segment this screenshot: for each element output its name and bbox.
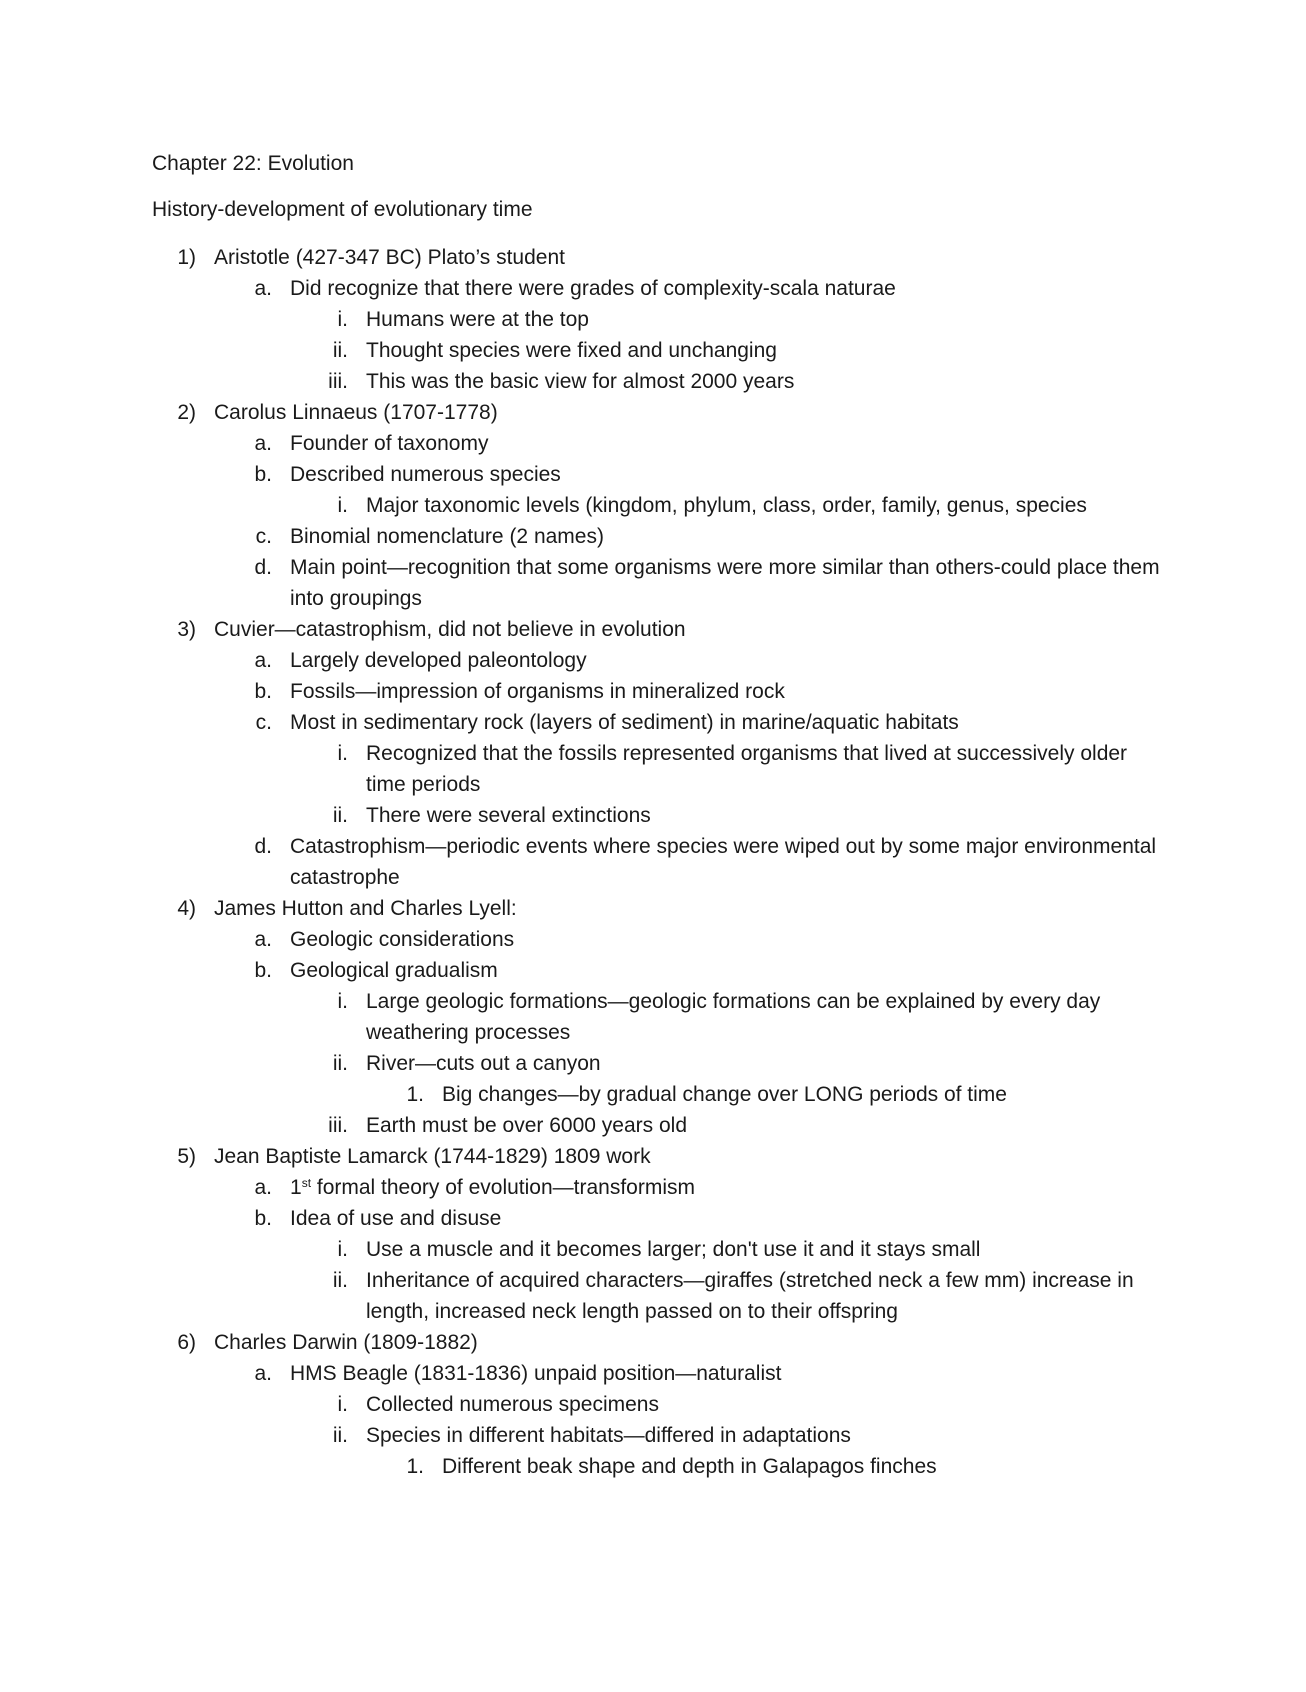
outline-item-marker: c. [255,711,272,734]
outline-item-main-text: This was the basic view for almost 2000 years [366,370,795,393]
outline-item-marker: ii. [332,804,348,827]
outline-item-marker: i. [337,1393,348,1416]
outline-item [228,459,1162,490]
outline-item [304,1389,1162,1420]
outline-item-marker: ii. [332,339,348,362]
outline-item [304,800,1162,831]
outline-item [304,1048,1162,1079]
outline-item-text [290,676,1162,707]
outline-item-text [290,428,1162,459]
outline-item [152,614,1162,645]
outline-item-main-text: Described numerous species [290,463,561,486]
outline-item-main-text: Aristotle (427-347 BC) Plato’s student [214,246,565,269]
outline-item [228,1203,1162,1234]
outline-item-marker: 3) [177,618,196,641]
outline-item-text [366,1265,1162,1327]
outline-item-text [214,397,1162,428]
outline-item-text [366,1389,1162,1420]
outline-item-text [366,304,1162,335]
outline-item [304,986,1162,1048]
outline-item-main-text: Main point—recognition that some organisms were more similar than others-could place them into groupings [290,556,1160,610]
outline-item [228,676,1162,707]
outline-item-marker: b. [254,1207,272,1230]
outline-item-marker: a. [254,649,272,672]
outline-item-text [290,707,1162,738]
outline-item-text [442,1079,1162,1110]
outline-item-marker: b. [254,680,272,703]
outline-item-main-text: Recognized that the fossils represented organisms that lived at successively older time periods [366,742,1128,796]
outline-item-main-text: Thought species were fixed and unchanging [366,339,777,362]
outline-item [304,335,1162,366]
outline-item-text [290,1358,1162,1389]
outline-item-text [290,924,1162,955]
outline-item-marker: i. [337,308,348,331]
outline-item [228,273,1162,304]
outline-item [228,831,1162,893]
outline-item [228,552,1162,614]
outline-item-marker: 1. [406,1083,424,1106]
outline-item-text [366,490,1162,521]
outline-item-text [214,1141,1162,1172]
outline-item-marker: a. [254,1176,272,1199]
outline-item-marker: 2) [177,401,196,424]
outline-item [228,955,1162,986]
outline-item [304,490,1162,521]
outline-item-text [366,366,1162,397]
outline-item-main-text: Largely developed paleontology [290,649,587,672]
outline-item-main-text: Catastrophism—periodic events where species were wiped out by some major environmental catastrophe [290,835,1157,889]
outline-item [304,304,1162,335]
outline-item-marker: i. [337,494,348,517]
outline-item-text [442,1451,1162,1482]
outline-item-marker: ii. [332,1424,348,1447]
outline-item-marker: c. [255,525,272,548]
outline-item-text [366,1234,1162,1265]
outline-item [152,1141,1162,1172]
outline-item [228,645,1162,676]
outline-item-marker: iii. [328,370,348,393]
outline-item [304,366,1162,397]
outline-item-main-text: Fossils—impression of organisms in mineralized rock [290,680,785,703]
outline-item-main-text: James Hutton and Charles Lyell: [214,897,517,920]
outline-item-marker: iii. [328,1114,348,1137]
outline-item-main-text: Charles Darwin (1809-1882) [214,1331,478,1354]
document-page [152,148,1162,1482]
outline-item-text [290,521,1162,552]
outline-item [152,242,1162,273]
outline-item-text [214,1327,1162,1358]
outline-item [152,1327,1162,1358]
outline-item-main-text: Major taxonomic levels (kingdom, phylum, class, order, family, genus, species [366,494,1087,517]
outline-item [380,1451,1162,1482]
outline-item-marker: 1) [177,246,196,269]
outline-item-main-text: HMS Beagle (1831-1836) unpaid position—naturalist [290,1362,782,1385]
outline-item-marker: a. [254,1362,272,1385]
outline-item-text [214,242,1162,273]
outline-item-main-text: Founder of taxonomy [290,432,489,455]
outline-item-marker: i. [337,742,348,765]
outline-item [304,1234,1162,1265]
outline-item-marker: a. [254,928,272,951]
outline-item-marker: b. [254,463,272,486]
outline-item-main-text: Cuvier—catastrophism, did not believe in evolution [214,618,686,641]
outline-item-main-text: Jean Baptiste Lamarck (1744-1829) 1809 work [214,1145,651,1168]
outline-item [380,1079,1162,1110]
outline-item-text [214,614,1162,645]
outline-item [228,521,1162,552]
outline-item [228,1172,1162,1203]
outline-item-main-text: Carolus Linnaeus (1707-1778) [214,401,498,424]
outline-item [228,924,1162,955]
outline-item-marker: 6) [177,1331,196,1354]
outline-item-main-text: Large geologic formations—geologic formations can be explained by every day weathering processes [366,990,1101,1044]
outline-item-text [366,986,1162,1048]
outline-item-marker: d. [254,835,272,858]
outline-item-main-text: Idea of use and disuse [290,1207,502,1230]
outline-item-text [366,1420,1162,1451]
outline-item [228,428,1162,459]
outline-item [228,1358,1162,1389]
outline-item-text [290,1172,1162,1203]
outline-item [304,1110,1162,1141]
outline-list [152,242,1162,1482]
outline-item-text [214,893,1162,924]
outline-item-text [290,459,1162,490]
ordinal-superscript: st [301,1176,312,1190]
outline-item-text [366,335,1162,366]
outline-item-text [290,552,1162,614]
outline-item-main-text: Big changes—by gradual change over LONG periods of time [442,1083,1007,1106]
outline-item-marker: 1. [406,1455,424,1478]
outline-item-text-after: formal theory of evolution—transformism [311,1176,695,1199]
outline-item-marker: i. [337,990,348,1013]
outline-item-text [290,1203,1162,1234]
outline-item [304,1265,1162,1327]
outline-item-main-text: Different beak shape and depth in Galapagos finches [442,1455,937,1478]
outline-item-main-text: Use a muscle and it becomes larger; don't use it and it stays small [366,1238,981,1261]
outline-item-text [366,1048,1162,1079]
outline-item-main-text: Geologic considerations [290,928,515,951]
outline-item-marker: a. [254,432,272,455]
outline-item-text [366,800,1162,831]
outline-item-main-text: Species in different habitats—differed in adaptations [366,1424,851,1447]
outline-item [152,397,1162,428]
outline-item-main-text: 1 [290,1176,302,1199]
outline-item-main-text: River—cuts out a canyon [366,1052,601,1075]
outline-item-text [290,273,1162,304]
outline-item-main-text: Earth must be over 6000 years old [366,1114,688,1137]
outline-item-text [290,831,1162,893]
outline-item-marker: ii. [332,1052,348,1075]
outline-item [304,738,1162,800]
outline-item-marker: 4) [177,897,196,920]
outline-item-main-text: Most in sedimentary rock (layers of sediment) in marine/aquatic habitats [290,711,959,734]
outline-item-main-text: Inheritance of acquired characters—giraffes (stretched neck a few mm) increase in length, increased neck length passed on to their offspring [366,1269,1134,1323]
outline-item-main-text: Collected numerous specimens [366,1393,659,1416]
outline-item-marker: i. [337,1238,348,1261]
outline-item [152,893,1162,924]
outline-item [304,1420,1162,1451]
outline-item-main-text: Binomial nomenclature (2 names) [290,525,604,548]
outline-item-text [366,1110,1162,1141]
outline-item-main-text: Did recognize that there were grades of complexity-scala naturae [290,277,896,300]
outline-item-text [366,738,1162,800]
chapter-title: Chapter 22: Evolution [152,152,354,175]
outline-item-marker: a. [254,277,272,300]
outline-item-text [290,955,1162,986]
outline-item-text [290,645,1162,676]
outline-item-marker: d. [254,556,272,579]
outline-item-marker: b. [254,959,272,982]
outline-item-main-text: There were several extinctions [366,804,651,827]
outline-item [228,707,1162,738]
outline-item-main-text: Humans were at the top [366,308,589,331]
outline-item-marker: 5) [177,1145,196,1168]
outline-item-main-text: Geological gradualism [290,959,498,982]
section-subtitle: History-development of evolutionary time [152,198,533,221]
outline-item-marker: ii. [332,1269,348,1292]
